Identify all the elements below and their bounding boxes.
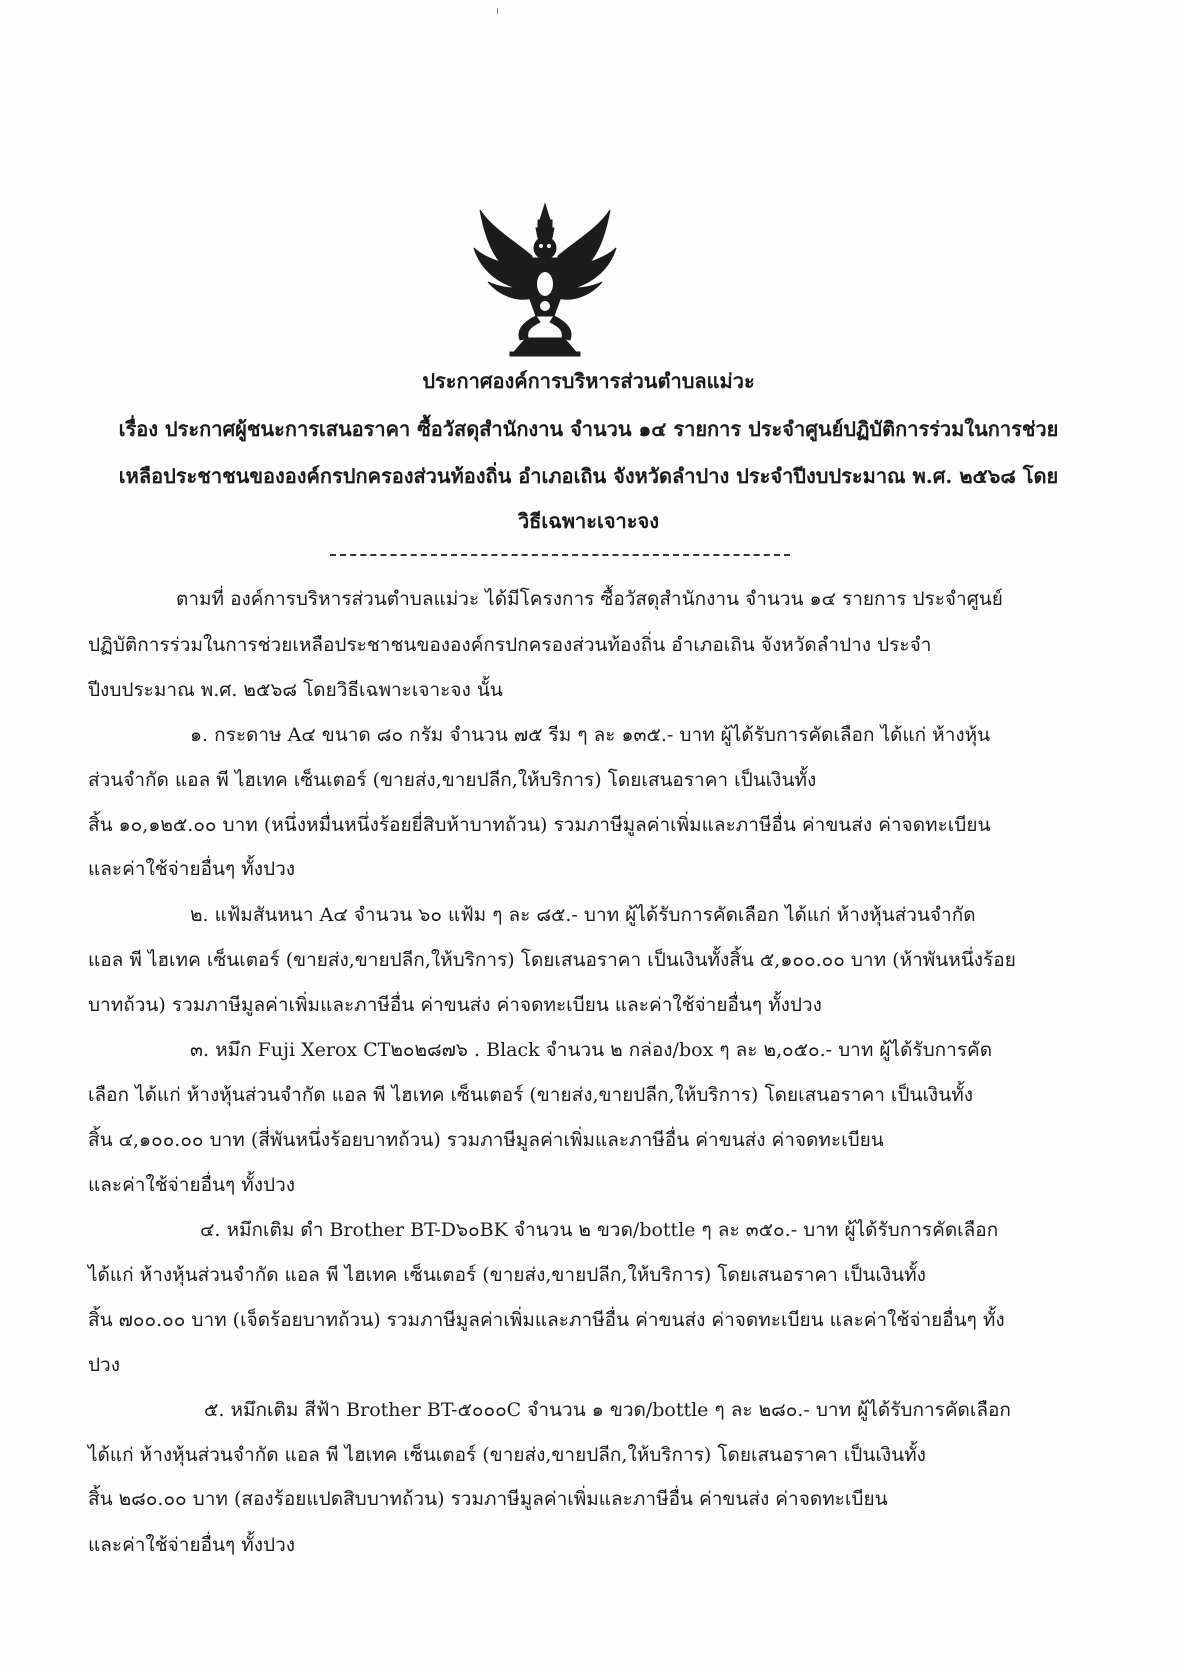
item-4-line: สิ้น ๗๐๐.๐๐ บาท (เจ็ดร้อยบาทถ้วน) รวมภาษีมูลค่าเพิ่มและภาษีอื่น ค่าขนส่ง ค่าจดทะเบียน และค่าใช้จ่ายอื่นๆ ทั้ง xyxy=(88,1309,1005,1331)
item-5-line: ๕. หมึกเติม สีฟ้า Brother BT-๕๐๐๐C จำนวน ๑ ขวด/bottle ๆ ละ ๒๘๐.- บาท ผู้ได้รับการคัดเลือก xyxy=(204,1399,1011,1421)
intro-line: ปฏิบัติการร่วมในการช่วยเหลือประชาชนขององค์กรปกครองส่วนท้องถิ่น อำเภอเถิน จังหวัดลำปาง ประจำ xyxy=(88,634,932,656)
item-2-line: ๒. แฟ้มสันหนา A๔ จำนวน ๖๐ แฟ้ม ๆ ละ ๘๕.- บาท ผู้ได้รับการคัดเลือก ได้แก่ ห้างหุ้นส่วนจำกัด xyxy=(190,904,976,926)
scan-mark xyxy=(497,8,498,14)
item-1-line: ๑. กระดาษ A๔ ขนาด ๘๐ กรัม จำนวน ๗๕ รีม ๆ ละ ๑๓๕.- บาท ผู้ได้รับการคัดเลือก ได้แก่ ห้างหุ้น xyxy=(190,724,991,746)
item-5-line: ได้แก่ ห้างหุ้นส่วนจำกัด แอล พี ไฮเทค เซ็นเตอร์ (ขายส่ง,ขายปลีก,ให้บริการ) โดยเสนอราคา เป็นเงินทั้ง xyxy=(88,1444,926,1466)
item-2-line: แอล พี ไฮเทค เซ็นเตอร์ (ขายส่ง,ขายปลีก,ให้บริการ) โดยเสนอราคา เป็นเงินทั้งสิ้น ๕,๑๐๐.๐๐ บาท (ห้าพันหนึ่งร้อย xyxy=(88,949,1016,971)
item-3-line: เลือก ได้แก่ ห้างหุ้นส่วนจำกัด แอล พี ไฮเทค เซ็นเตอร์ (ขายส่ง,ขายปลีก,ให้บริการ) โดยเสนอราคา เป็นเงินทั้ง xyxy=(88,1084,974,1106)
subject-line-2: เหลือประชาชนขององค์กรปกครองส่วนท้องถิ่น อำเภอเถิน จังหวัดลำปาง ประจำปีงบประมาณ พ.ศ. ๒๕๖๘ โดย xyxy=(118,464,1059,488)
subject-line-1: เรื่อง ประกาศผู้ชนะการเสนอราคา ซื้อวัสดุสำนักงาน จำนวน ๑๔ รายการ ประจำศูนย์ปฏิบัติการร่วมในการช่วย xyxy=(118,417,1059,441)
garuda-emblem-icon xyxy=(470,198,620,358)
intro-line: ตามที่ องค์การบริหารส่วนตำบลแม่วะ ได้มีโครงการ ซื้อวัสดุสำนักงาน จำนวน ๑๔ รายการ ประจำศูนย์ xyxy=(176,588,1003,610)
subject-line-3: วิธีเฉพาะเจาะจง xyxy=(517,509,660,533)
item-2-line: บาทถ้วน) รวมภาษีมูลค่าเพิ่มและภาษีอื่น ค่าขนส่ง ค่าจดทะเบียน และค่าใช้จ่ายอื่นๆ ทั้งปวง xyxy=(88,994,822,1016)
item-4-line: ปวง xyxy=(88,1354,121,1376)
intro-line: ปีงบประมาณ พ.ศ. ๒๕๖๘ โดยวิธีเฉพาะเจาะจง นั้น xyxy=(88,679,503,701)
item-1-line: สิ้น ๑๐,๑๒๕.๐๐ บาท (หนึ่งหมื่นหนึ่งร้อยยี่สิบห้าบาทถ้วน) รวมภาษีมูลค่าเพิ่มและภาษีอื่น ค่าขนส่ง ค่าจดทะเบียน xyxy=(88,814,991,836)
item-3-line: ๓. หมึก Fuji Xerox CT๒๐๒๘๗๖ . Black จำนวน ๒ กล่อง/box ๆ ละ ๒,๐๕๐.- บาท ผู้ได้รับการคัด xyxy=(190,1039,993,1061)
org-title: ประกาศองค์การบริหารส่วนตำบลแม่วะ xyxy=(422,369,755,393)
item-4-line: ได้แก่ ห้างหุ้นส่วนจำกัด แอล พี ไฮเทค เซ็นเตอร์ (ขายส่ง,ขายปลีก,ให้บริการ) โดยเสนอราคา เป็นเงินทั้ง xyxy=(88,1264,926,1286)
item-5-line: และค่าใช้จ่ายอื่นๆ ทั้งปวง xyxy=(88,1534,296,1556)
item-4-line: ๔. หมึกเติม ดำ Brother BT-D๖๐BK จำนวน ๒ ขวด/bottle ๆ ละ ๓๕๐.- บาท ผู้ได้รับการคัดเลือก xyxy=(200,1219,999,1241)
item-1-line: ส่วนจำกัด แอล พี ไฮเทค เซ็นเตอร์ (ขายส่ง,ขายปลีก,ให้บริการ) โดยเสนอราคา เป็นเงินทั้ง xyxy=(88,769,817,791)
divider xyxy=(330,554,790,556)
item-3-line: สิ้น ๔,๑๐๐.๐๐ บาท (สี่พันหนึ่งร้อยบาทถ้วน) รวมภาษีมูลค่าเพิ่มและภาษีอื่น ค่าขนส่ง ค่าจดทะเบียน xyxy=(88,1129,884,1151)
item-1-line: และค่าใช้จ่ายอื่นๆ ทั้งปวง xyxy=(88,858,296,880)
item-5-line: สิ้น ๒๘๐.๐๐ บาท (สองร้อยแปดสิบบาทถ้วน) รวมภาษีมูลค่าเพิ่มและภาษีอื่น ค่าขนส่ง ค่าจดทะเบียน xyxy=(88,1488,888,1510)
item-3-line: และค่าใช้จ่ายอื่นๆ ทั้งปวง xyxy=(88,1174,296,1196)
